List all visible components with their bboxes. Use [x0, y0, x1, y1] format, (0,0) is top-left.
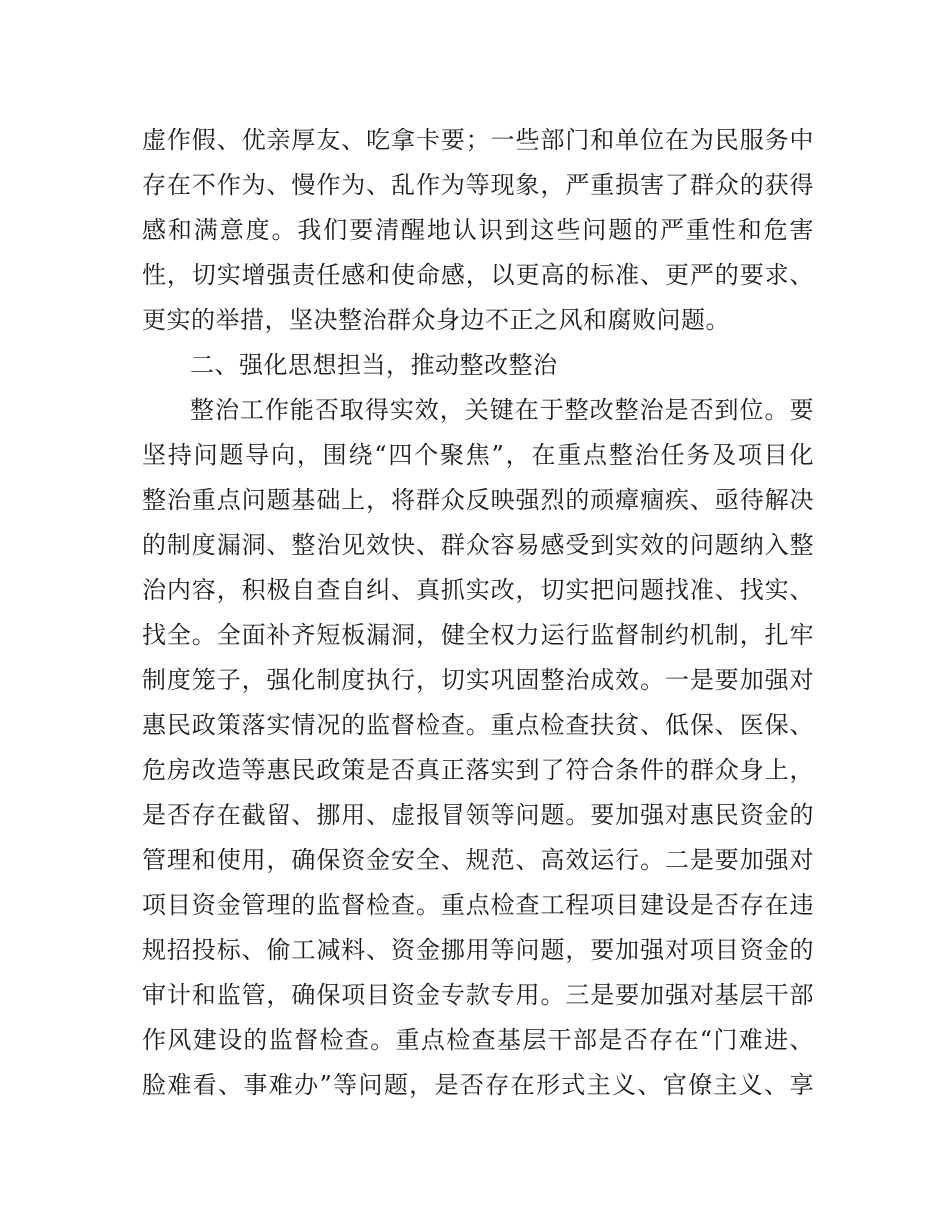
text-line: 存在不作为、慢作为、乱作为等现象，严重损害了群众的获得 [142, 171, 814, 199]
text-line: 审计和监管，确保项目资金专款专用。三是要加强对基层干部 [142, 981, 814, 1009]
text-line: 危房改造等惠民政策是否真正落实到了符合条件的群众身上， [142, 756, 814, 784]
paragraph-2 [142, 388, 814, 1108]
text-line: 找全。全面补齐短板漏洞，健全权力运行监督制约机制，扎牢 [142, 621, 814, 649]
text-line: 制度笼子，强化制度执行，切实巩固整治成效。一是要加强对 [142, 666, 814, 694]
paragraph-1 [142, 118, 814, 343]
text-line: 感和满意度。我们要清醒地认识到这些问题的严重性和危害 [142, 216, 814, 244]
text-line: 坚持问题导向，围绕“四个聚焦”，在重点整治任务及项目化 [142, 441, 814, 469]
text-line: 惠民政策落实情况的监督检查。重点检查扶贫、低保、医保、 [142, 711, 814, 739]
text-line: 治内容，积极自查自纠、真抓实改，切实把问题找准、找实、 [142, 576, 814, 604]
text-line: 整治重点问题基础上，将群众反映强烈的顽瘴痼疾、亟待解决 [142, 486, 814, 514]
text-line: 管理和使用，确保资金安全、规范、高效运行。二是要加强对 [142, 846, 814, 874]
text-line: 的制度漏洞、整治见效快、群众容易感受到实效的问题纳入整 [142, 531, 814, 559]
text-line: 是否存在截留、挪用、虚报冒领等问题。要加强对惠民资金的 [142, 801, 814, 829]
text-line: 性，切实增强责任感和使命感，以更高的标准、更严的要求、 [142, 261, 814, 289]
text-line: 作风建设的监督检查。重点检查基层干部是否存在“门难进、 [142, 1026, 814, 1054]
text-line: 脸难看、事难办”等问题，是否存在形式主义、官僚主义、享 [142, 1071, 814, 1099]
text-line: 规招投标、偷工减料、资金挪用等问题，要加强对项目资金的 [142, 936, 814, 964]
text-line: 整治工作能否取得实效，关键在于整改整治是否到位。要 [190, 396, 814, 424]
text-line: 虚作假、优亲厚友、吃拿卡要；一些部门和单位在为民服务中 [142, 126, 814, 154]
section-heading: 二、强化思想担当，推动整改整治 [190, 351, 558, 379]
document-body [142, 118, 814, 1108]
text-line: 项目资金管理的监督检查。重点检查工程项目建设是否存在违 [142, 891, 814, 919]
text-line: 更实的举措，坚决整治群众身边不正之风和腐败问题。 [142, 306, 730, 334]
